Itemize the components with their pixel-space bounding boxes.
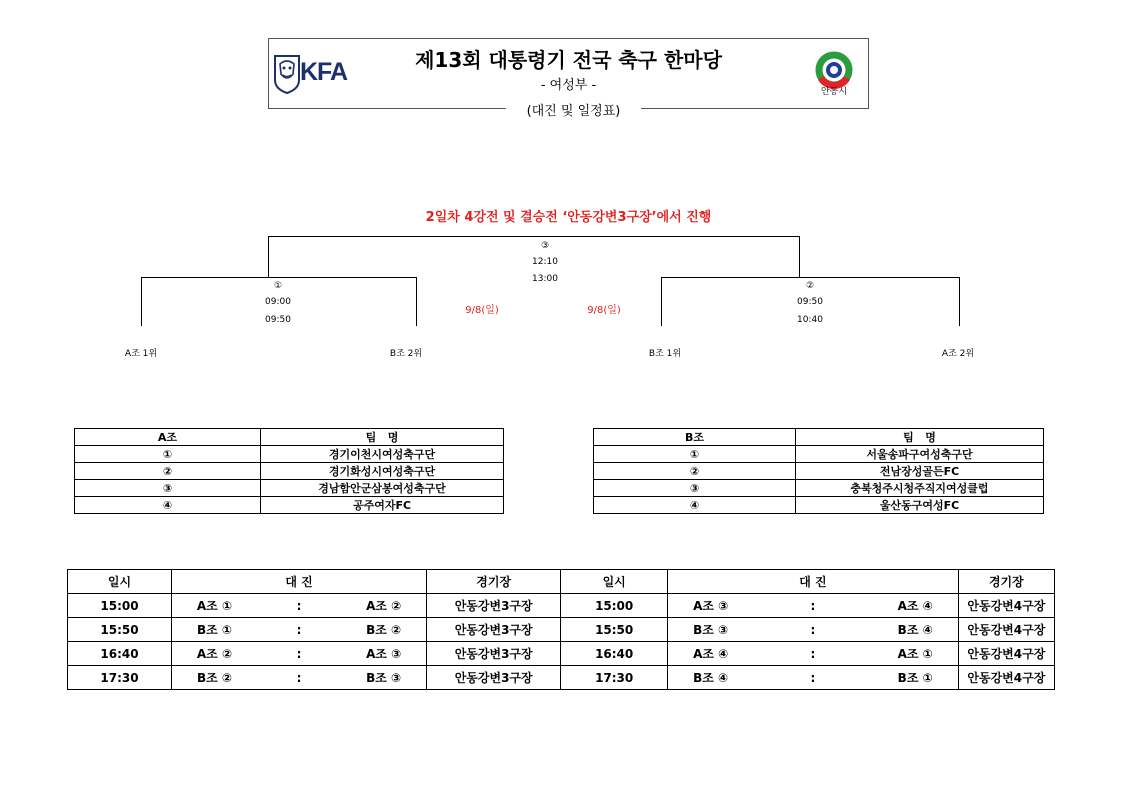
venue: 안동강변4구장 bbox=[958, 594, 1054, 618]
team-name: 경기화성시여성축구단 bbox=[261, 463, 504, 480]
match-time: 17:30 bbox=[561, 666, 668, 690]
venue: 안동강변4구장 bbox=[958, 642, 1054, 666]
table-row bbox=[594, 463, 1044, 480]
team-number: ① bbox=[594, 446, 796, 463]
bracket-line bbox=[141, 277, 417, 278]
page-subtitle: - 여성부 - bbox=[540, 78, 597, 93]
bracket-line bbox=[141, 277, 142, 326]
home-team: A조 ③ bbox=[668, 594, 754, 618]
table-header-row bbox=[68, 570, 1055, 594]
venue-column-header: 경기장 bbox=[958, 570, 1054, 594]
home-team: A조 ① bbox=[172, 594, 258, 618]
bracket-line bbox=[268, 236, 800, 237]
time-column-header: 일시 bbox=[68, 570, 172, 594]
venue: 안동강변3구장 bbox=[427, 642, 561, 666]
semi2-match-number: ② bbox=[805, 281, 815, 291]
away-team: B조 ④ bbox=[873, 618, 959, 642]
team-number: ① bbox=[75, 446, 261, 463]
seed-label: A조 2위 bbox=[941, 349, 975, 359]
match-time: 16:40 bbox=[68, 642, 172, 666]
home-team: A조 ④ bbox=[668, 642, 754, 666]
match-date-left: 9/8(일) bbox=[465, 305, 499, 316]
vs-separator: : bbox=[257, 642, 341, 666]
bracket-line bbox=[268, 236, 269, 277]
match-time: 15:50 bbox=[68, 618, 172, 642]
bracket-line bbox=[416, 277, 417, 326]
match-time: 17:30 bbox=[68, 666, 172, 690]
home-team: B조 ① bbox=[172, 618, 258, 642]
group-b-table bbox=[593, 428, 1044, 514]
team-name-column-header: 팀 명 bbox=[796, 429, 1044, 446]
away-team: B조 ② bbox=[341, 618, 427, 642]
vs-separator: : bbox=[257, 594, 341, 618]
matchup-column-header: 대 진 bbox=[172, 570, 427, 594]
semi1-start-time: 09:00 bbox=[265, 297, 291, 307]
team-name: 경기이천시여성축구단 bbox=[261, 446, 504, 463]
vs-separator: : bbox=[753, 642, 873, 666]
bracket-line bbox=[799, 236, 800, 277]
table-row bbox=[68, 642, 1055, 666]
table-row bbox=[75, 446, 504, 463]
seed-label: B조 1위 bbox=[648, 349, 682, 359]
team-name-column-header: 팀 명 bbox=[261, 429, 504, 446]
venue: 안동강변3구장 bbox=[427, 666, 561, 690]
home-team: A조 ② bbox=[172, 642, 258, 666]
venue: 안동강변4구장 bbox=[958, 666, 1054, 690]
vs-separator: : bbox=[257, 618, 341, 642]
team-name: 경남함안군삼봉여성축구단 bbox=[261, 480, 504, 497]
match-time: 15:50 bbox=[561, 618, 668, 642]
seed-label: A조 1위 bbox=[124, 349, 158, 359]
vs-separator: : bbox=[753, 666, 873, 690]
table-row bbox=[68, 666, 1055, 690]
semi1-match-number: ① bbox=[273, 281, 283, 291]
divider bbox=[641, 108, 869, 109]
andong-city-logo-text: 안동시 bbox=[820, 87, 848, 97]
match-time: 15:00 bbox=[68, 594, 172, 618]
group-column-header: B조 bbox=[594, 429, 796, 446]
team-name: 울산동구여성FC bbox=[796, 497, 1044, 514]
table-row bbox=[75, 497, 504, 514]
table-row bbox=[594, 446, 1044, 463]
semi2-end-time: 10:40 bbox=[797, 315, 823, 325]
matchup-column-header: 대 진 bbox=[668, 570, 959, 594]
away-team: A조 ④ bbox=[873, 594, 959, 618]
venue: 안동강변3구장 bbox=[427, 594, 561, 618]
final-start-time: 12:10 bbox=[532, 257, 558, 267]
team-name: 공주여자FC bbox=[261, 497, 504, 514]
away-team: A조 ② bbox=[341, 594, 427, 618]
bracket-line bbox=[661, 277, 662, 326]
team-number: ② bbox=[75, 463, 261, 480]
venue: 안동강변3구장 bbox=[427, 618, 561, 642]
page-title: 제13회 대통령기 전국 축구 한마당 bbox=[415, 48, 722, 72]
vs-separator: : bbox=[753, 594, 873, 618]
bracket-line bbox=[959, 277, 960, 326]
final-match-number: ③ bbox=[540, 241, 550, 251]
table-row bbox=[68, 618, 1055, 642]
away-team: A조 ③ bbox=[341, 642, 427, 666]
seed-label: B조 2위 bbox=[389, 349, 423, 359]
venue: 안동강변4구장 bbox=[958, 618, 1054, 642]
team-name: 충북청주시청주직지여성클럽 bbox=[796, 480, 1044, 497]
match-time: 15:00 bbox=[561, 594, 668, 618]
team-name: 전남장성골든FC bbox=[796, 463, 1044, 480]
home-team: B조 ④ bbox=[668, 666, 754, 690]
group-column-header: A조 bbox=[75, 429, 261, 446]
match-time: 16:40 bbox=[561, 642, 668, 666]
vs-separator: : bbox=[753, 618, 873, 642]
table-row bbox=[75, 480, 504, 497]
vs-separator: : bbox=[257, 666, 341, 690]
team-number: ③ bbox=[594, 480, 796, 497]
team-number: ② bbox=[594, 463, 796, 480]
table-row bbox=[594, 480, 1044, 497]
semi2-start-time: 09:50 bbox=[797, 297, 823, 307]
final-end-time: 13:00 bbox=[532, 274, 558, 284]
team-name: 서울송파구여성축구단 bbox=[796, 446, 1044, 463]
page-caption: (대진 및 일정표) bbox=[506, 100, 641, 119]
team-number: ④ bbox=[75, 497, 261, 514]
bracket-line bbox=[661, 277, 960, 278]
divider bbox=[268, 108, 506, 109]
venue-column-header: 경기장 bbox=[427, 570, 561, 594]
home-team: B조 ③ bbox=[668, 618, 754, 642]
table-header-row bbox=[75, 429, 504, 446]
semi1-end-time: 09:50 bbox=[265, 315, 291, 325]
match-date-right: 9/8(일) bbox=[587, 305, 621, 316]
group-a-table bbox=[74, 428, 504, 514]
team-number: ③ bbox=[75, 480, 261, 497]
away-team: B조 ③ bbox=[341, 666, 427, 690]
table-row bbox=[594, 497, 1044, 514]
match-schedule-table bbox=[67, 569, 1055, 690]
time-column-header: 일시 bbox=[561, 570, 668, 594]
kfa-logo-text: KFA bbox=[300, 58, 347, 86]
table-header-row bbox=[594, 429, 1044, 446]
venue-notice: 2일차 4강전 및 결승전 ‘안동강변3구장’에서 진행 bbox=[425, 210, 712, 225]
table-row bbox=[75, 463, 504, 480]
team-number: ④ bbox=[594, 497, 796, 514]
table-row bbox=[68, 594, 1055, 618]
home-team: B조 ② bbox=[172, 666, 258, 690]
away-team: A조 ① bbox=[873, 642, 959, 666]
away-team: B조 ① bbox=[873, 666, 959, 690]
